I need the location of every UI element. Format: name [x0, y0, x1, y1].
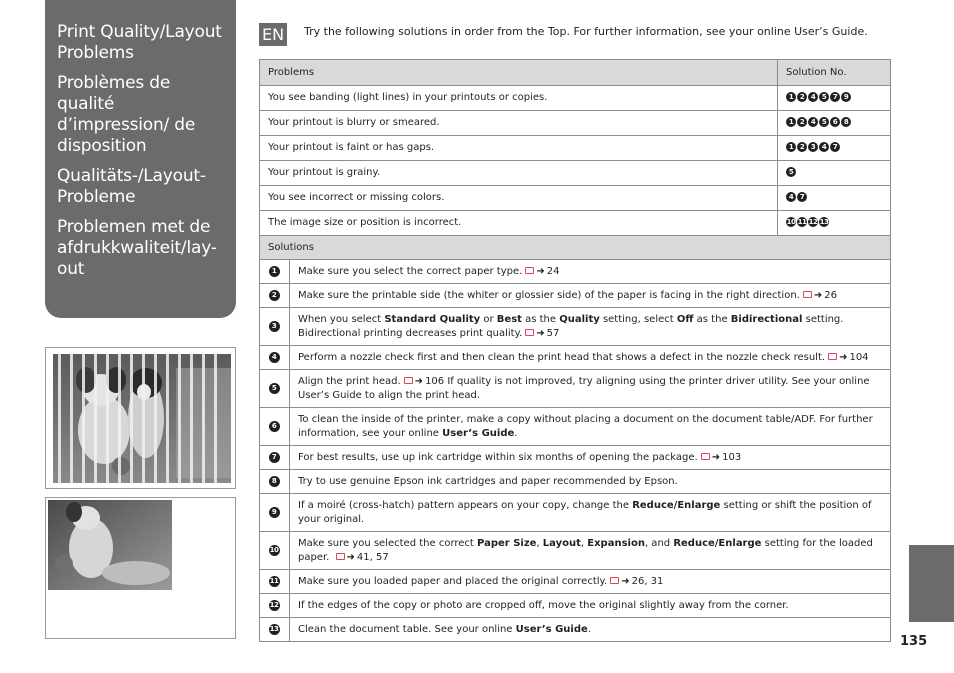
- solution-text: [290, 532, 890, 569]
- solution-number: [260, 260, 290, 283]
- solution-number-badge: 4: [786, 192, 796, 202]
- solution-number-badge: 3: [269, 321, 280, 332]
- book-icon: [701, 453, 710, 460]
- solution-number-badge: 12: [269, 601, 279, 609]
- solution-row: [260, 284, 891, 308]
- problem-solution-numbers: [778, 111, 891, 136]
- solution-row: [260, 446, 891, 470]
- section-edge-tab: [909, 545, 954, 622]
- language-badge: EN: [259, 23, 287, 46]
- solution-number-badge: 8: [841, 117, 851, 127]
- solution-number-badge: 2: [797, 117, 807, 127]
- problem-solution-numbers: [778, 186, 891, 211]
- arrow-right-icon: ➜: [414, 375, 424, 387]
- solution-number-badge: 7: [269, 452, 280, 463]
- solution-row: [260, 346, 891, 370]
- solution-cell: [260, 346, 891, 370]
- solution-text-part: , and: [644, 537, 674, 549]
- solution-number-badge: 1: [786, 92, 796, 102]
- solution-text-part: setting, select: [599, 313, 677, 325]
- solution-text-part: If a moiré (cross-hatch) pattern appears on your copy, change the: [298, 499, 633, 511]
- section-title-nl: Problemen met de afdrukkwaliteit/lay-out: [57, 217, 217, 279]
- page-reference[interactable]: 106: [425, 375, 445, 387]
- solution-text: [290, 260, 890, 283]
- solution-text-part: as the: [693, 313, 731, 325]
- solution-row: [260, 532, 891, 570]
- solution-setting-name: User’s Guide: [442, 427, 515, 439]
- solution-number-badge: 4: [808, 92, 818, 102]
- solution-number-badge: 11: [797, 218, 807, 226]
- book-icon: [803, 291, 812, 298]
- solution-number-badge: 5: [269, 383, 280, 394]
- solution-setting-name: Reduce/Enlarge: [673, 537, 762, 549]
- solution-text: [290, 370, 890, 407]
- solution-number-badge: 5: [786, 167, 796, 177]
- intro-text: Try the following solutions in order from the Top. For further information, see your online User’s Guide.: [304, 25, 868, 38]
- problem-row: [260, 186, 891, 211]
- solution-text-part: Perform a nozzle check first and then clean the print head that shows a defect in the nozzle check result.: [298, 351, 826, 363]
- solution-number-badge: 10: [269, 546, 279, 554]
- problems-column-header: Problems: [260, 60, 778, 86]
- page-number: 135: [900, 634, 928, 649]
- solution-cell: [260, 618, 891, 642]
- solution-number-badge: 7: [830, 92, 840, 102]
- solution-number-badge: 6: [269, 421, 280, 432]
- arrow-right-icon: ➜: [621, 575, 630, 587]
- solution-number-badge: 9: [841, 92, 851, 102]
- solution-row: [260, 570, 891, 594]
- solution-text-part: For best results, use up ink cartridge within six months of opening the package.: [298, 451, 698, 463]
- solution-text: [290, 284, 890, 307]
- solution-text-part: Make sure the printable side (the whiter or glossier side) of the paper is facing in the right direction.: [298, 289, 800, 301]
- solution-text: [290, 618, 890, 641]
- problem-row: [260, 161, 891, 186]
- solution-number-badge: 13: [819, 218, 829, 226]
- solution-setting-name: Reduce/Enlarge: [632, 499, 721, 511]
- solution-cell: [260, 494, 891, 532]
- solution-text-part: ,: [536, 537, 543, 549]
- dog-photo-banded-image: [46, 348, 235, 488]
- solution-number-badge: 3: [808, 142, 818, 152]
- solution-row: [260, 408, 891, 446]
- book-icon: [525, 267, 534, 274]
- problem-text: Your printout is grainy.: [260, 161, 778, 186]
- solution-row: [260, 470, 891, 494]
- solution-cell: [260, 370, 891, 408]
- solution-number: [260, 308, 290, 345]
- solution-cell: [260, 260, 891, 284]
- solution-text-part: Make sure you select the correct paper type.: [298, 265, 523, 277]
- page-reference[interactable]: 103: [722, 451, 742, 463]
- solution-text: [290, 346, 890, 369]
- solution-text-part: .: [514, 427, 518, 439]
- solution-number-badge: 5: [819, 117, 829, 127]
- solution-text-part: Align the print head.: [298, 375, 401, 387]
- section-title-fr: Problèmes de qualité d’impression/ de disposition: [57, 73, 196, 156]
- problem-text: You see banding (light lines) in your printouts or copies.: [260, 86, 778, 111]
- problem-solution-numbers: [778, 161, 891, 186]
- problem-text: You see incorrect or missing colors.: [260, 186, 778, 211]
- solutions-header: Solutions: [260, 236, 891, 260]
- solution-row: [260, 594, 891, 618]
- solution-number-badge: 8: [269, 476, 280, 487]
- solution-text-part: setting or shift the position of your original.: [298, 499, 872, 525]
- page-reference[interactable]: 26, 31: [631, 575, 664, 587]
- solution-row: [260, 260, 891, 284]
- solution-number: [260, 532, 290, 569]
- solution-number: [260, 370, 290, 407]
- solution-number: [260, 408, 290, 445]
- page-reference[interactable]: 24: [546, 265, 560, 277]
- solution-text-part: setting. Bidirectional printing decreases print quality.: [298, 313, 844, 339]
- problem-row: [260, 111, 891, 136]
- solution-text-part: Try to use genuine Epson ink cartridges and paper recommended by Epson.: [298, 475, 678, 487]
- solution-text-part: .: [587, 623, 591, 635]
- page-reference[interactable]: 26: [824, 289, 837, 301]
- solution-number: [260, 570, 290, 593]
- section-title-panel: [45, 0, 236, 318]
- solution-number: [260, 494, 290, 531]
- solution-text-part: ,: [580, 537, 588, 549]
- problem-text: The image size or position is incorrect.: [260, 211, 778, 236]
- solution-number: [260, 470, 290, 493]
- solution-number-badge: 1: [786, 142, 796, 152]
- solution-number-badge: 4: [819, 142, 829, 152]
- solution-cell: [260, 308, 891, 346]
- solution-text-part: If quality is not improved, try aligning using the printer driver utility. See your online User’s Guide to align the print head.: [298, 375, 870, 401]
- page-reference[interactable]: 41, 57: [356, 551, 389, 563]
- solution-cell: [260, 470, 891, 494]
- solution-setting-name: Bidirectional: [730, 313, 803, 325]
- solution-cell: [260, 284, 891, 308]
- problem-solution-numbers: [778, 211, 891, 236]
- book-icon: [828, 353, 837, 360]
- section-title-de: Qualitäts-/Layout-Probleme: [57, 166, 206, 207]
- solution-number-badge: 5: [819, 92, 829, 102]
- solution-text-part: as the: [521, 313, 560, 325]
- solution-setting-name: Paper Size: [477, 537, 537, 549]
- solution-cell: [260, 532, 891, 570]
- layout-example-photo: [45, 497, 236, 639]
- solutions-header-row: [260, 236, 891, 260]
- solution-number: [260, 284, 290, 307]
- solution-number-badge: 12: [808, 218, 818, 226]
- solution-text: [290, 470, 890, 493]
- solution-number-badge: 4: [269, 352, 280, 363]
- problem-row: [260, 211, 891, 236]
- solution-text-part: or: [480, 313, 497, 325]
- solution-text-part: setting for the loaded paper.: [298, 537, 873, 563]
- solution-setting-name: Quality: [559, 313, 600, 325]
- solution-number: [260, 346, 290, 369]
- solution-number-badge: 6: [830, 117, 840, 127]
- book-icon: [525, 329, 534, 336]
- solution-number-badge: 2: [269, 290, 280, 301]
- solution-number-badge: 11: [269, 577, 279, 585]
- solution-no-column-header: Solution No.: [778, 60, 891, 86]
- table-header-row: [260, 60, 891, 86]
- solution-setting-name: Off: [676, 313, 694, 325]
- arrow-right-icon: ➜: [839, 351, 848, 363]
- dog-photo-misplaced-image: [46, 498, 235, 638]
- solution-text-part: When you select: [298, 313, 385, 325]
- solution-text: [290, 308, 890, 345]
- solution-number-badge: 10: [786, 218, 796, 226]
- solution-cell: [260, 408, 891, 446]
- solution-row: [260, 308, 891, 346]
- solution-cell: [260, 446, 891, 470]
- solution-cell: [260, 570, 891, 594]
- solution-number-badge: 7: [830, 142, 840, 152]
- solution-setting-name: Best: [496, 313, 522, 325]
- book-icon: [610, 577, 619, 584]
- solution-number: [260, 618, 290, 641]
- solution-text: [290, 594, 890, 617]
- book-icon: [404, 377, 413, 384]
- solution-number-badge: 7: [797, 192, 807, 202]
- problem-row: [260, 86, 891, 111]
- solution-text: [290, 570, 890, 593]
- solution-setting-name: Expansion: [587, 537, 645, 549]
- solution-number-badge: 1: [269, 266, 280, 277]
- solution-text-part: To clean the inside of the printer, make a copy without placing a document on the document table/ADF. For further information, see your online: [298, 413, 873, 439]
- problem-solution-numbers: [778, 136, 891, 161]
- arrow-right-icon: ➜: [813, 289, 823, 301]
- solution-text-part: Clean the document table. See your online: [298, 623, 516, 635]
- solution-text: [290, 408, 890, 445]
- solution-cell: [260, 594, 891, 618]
- solution-text-part: Make sure you selected the correct: [298, 537, 478, 549]
- section-title-en: Print Quality/Layout Problems: [57, 22, 222, 63]
- solution-number-badge: 4: [808, 117, 818, 127]
- arrow-right-icon: ➜: [536, 327, 545, 339]
- banding-example-photo: [45, 347, 236, 489]
- arrow-right-icon: ➜: [346, 551, 355, 563]
- solution-setting-name: Standard Quality: [384, 313, 481, 325]
- solution-text-part: If the edges of the copy or photo are cropped off, move the original slightly away from the corner.: [298, 599, 789, 611]
- solution-number-badge: 2: [797, 92, 807, 102]
- arrow-right-icon: ➜: [711, 451, 721, 463]
- problem-text: Your printout is faint or has gaps.: [260, 136, 778, 161]
- solution-number-badge: 1: [786, 117, 796, 127]
- arrow-right-icon: ➜: [536, 265, 545, 277]
- solution-number: [260, 594, 290, 617]
- solution-text: [290, 494, 890, 531]
- solution-row: [260, 370, 891, 408]
- solution-setting-name: User’s Guide: [515, 623, 588, 635]
- troubleshooting-table: [259, 59, 891, 642]
- page-reference[interactable]: 104: [849, 351, 869, 363]
- page-reference[interactable]: 57: [546, 327, 560, 339]
- solution-number-badge: 2: [797, 142, 807, 152]
- problem-solution-numbers: [778, 86, 891, 111]
- solution-setting-name: Layout: [542, 537, 581, 549]
- book-icon: [336, 553, 345, 560]
- solution-number: [260, 446, 290, 469]
- solution-row: [260, 618, 891, 642]
- solution-number-badge: 9: [269, 507, 280, 518]
- solution-text: [290, 446, 890, 469]
- solution-text-part: Make sure you loaded paper and placed the original correctly.: [298, 575, 608, 587]
- problem-row: [260, 136, 891, 161]
- problem-text: Your printout is blurry or smeared.: [260, 111, 778, 136]
- solution-row: [260, 494, 891, 532]
- solution-number-badge: 13: [269, 625, 279, 633]
